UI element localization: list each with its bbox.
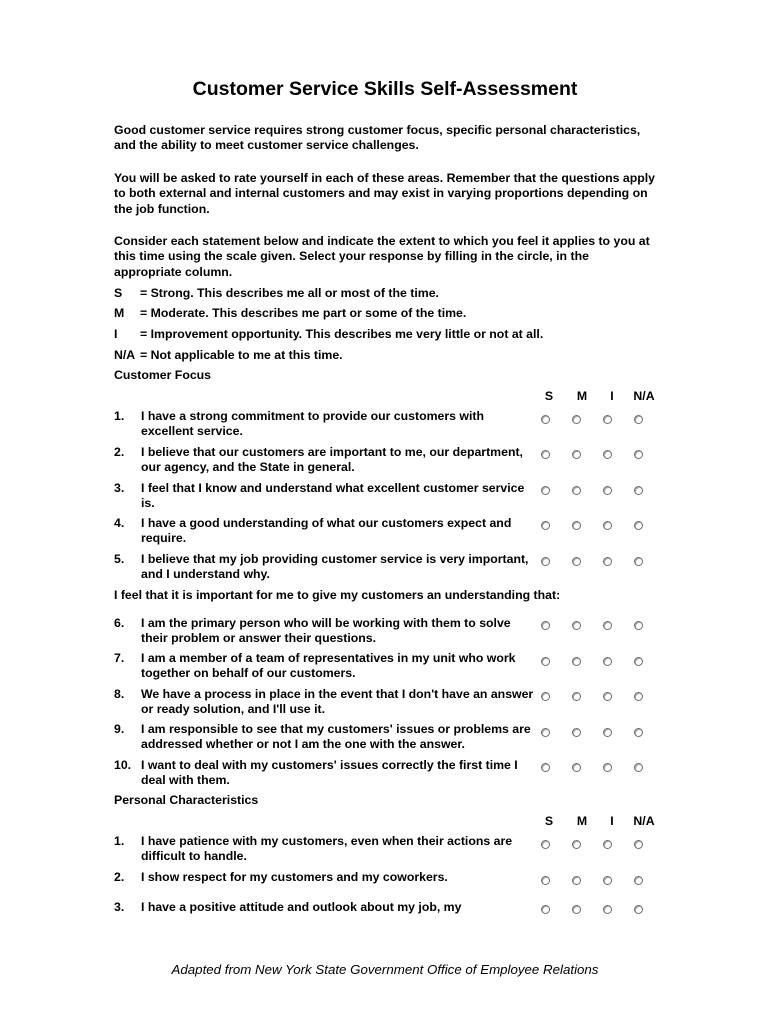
radio-i[interactable] [603, 486, 612, 495]
section-heading-customer-focus: Customer Focus [114, 368, 212, 382]
radio-s[interactable] [541, 763, 550, 772]
scale-header-na: N/A [633, 389, 655, 403]
scale-header-m: M [576, 389, 588, 403]
section-heading-personal: Personal Characteristics [114, 793, 259, 807]
legend-desc: = Not applicable to me at this time. [140, 348, 343, 362]
question-text: I have a strong commitment to provide our customers with excellent service. [141, 409, 485, 439]
radio-m[interactable] [572, 692, 581, 701]
question-text: We have a process in place in the event that I don't have an answer or ready solution, and I'll use it. [141, 687, 534, 717]
radio-s[interactable] [541, 840, 550, 849]
radio-m[interactable] [572, 557, 581, 566]
question-text: I want to deal with my customers' issues correctly the first time I deal with them. [141, 758, 518, 788]
radio-na[interactable] [634, 692, 643, 701]
question-number: 2. [114, 870, 125, 884]
question-number: 3. [114, 481, 125, 495]
radio-na[interactable] [634, 728, 643, 737]
intro-paragraph-2: You will be asked to rate yourself in each of these areas. Remember that the questions apply to both external and internal customers and may exist in varying proportions depending on the job function. [114, 171, 655, 216]
radio-i[interactable] [603, 728, 612, 737]
radio-na[interactable] [634, 450, 643, 459]
radio-s[interactable] [541, 621, 550, 630]
radio-na[interactable] [634, 415, 643, 424]
question-text: I have a positive attitude and outlook about my job, my [141, 900, 462, 914]
radio-na[interactable] [634, 621, 643, 630]
radio-i[interactable] [603, 621, 612, 630]
question-text: I am a member of a team of representatives in my unit who work together on behalf of our customers. [141, 651, 516, 681]
scale-header-i: I [610, 814, 614, 828]
radio-i[interactable] [603, 763, 612, 772]
radio-na[interactable] [634, 905, 643, 914]
intro-paragraph-1: Good customer service requires strong customer focus, specific personal characteristics, and the ability to meet customer service challenges. [114, 123, 641, 153]
question-number: 8. [114, 687, 125, 701]
question-number: 7. [114, 651, 125, 665]
radio-s[interactable] [541, 692, 550, 701]
radio-i[interactable] [603, 521, 612, 530]
question-text: I am the primary person who will be working with them to solve their problem or answer their questions. [141, 616, 511, 646]
page-title: Customer Service Skills Self-Assessment [192, 78, 578, 100]
legend-desc: = Improvement opportunity. This describes me very little or not at all. [140, 327, 544, 341]
radio-s[interactable] [541, 905, 550, 914]
radio-i[interactable] [603, 905, 612, 914]
intro-paragraph-3: Consider each statement below and indicate the extent to which you feel it applies to you at this time using the scale given. Select your response by filling in the circle, in the appropriate column. [114, 234, 650, 279]
question-number: 10. [114, 758, 132, 772]
scale-header-m: M [576, 814, 588, 828]
radio-na[interactable] [634, 763, 643, 772]
legend-code: M [114, 306, 125, 320]
footer-credit: Adapted from New York State Government Office of Employee Relations [171, 962, 599, 977]
radio-i[interactable] [603, 450, 612, 459]
legend-desc: = Strong. This describes me all or most of the time. [140, 286, 439, 300]
question-text: I have a good understanding of what our customers expect and require. [141, 516, 512, 546]
radio-na[interactable] [634, 840, 643, 849]
scale-header-i: I [610, 389, 614, 403]
legend-code: N/A [114, 348, 136, 362]
legend-desc: = Moderate. This describes me part or some of the time. [140, 306, 467, 320]
scale-header-na: N/A [633, 814, 655, 828]
question-text: I show respect for my customers and my coworkers. [141, 870, 448, 884]
radio-i[interactable] [603, 692, 612, 701]
radio-s[interactable] [541, 728, 550, 737]
radio-s[interactable] [541, 415, 550, 424]
radio-s[interactable] [541, 876, 550, 885]
radio-i[interactable] [603, 557, 612, 566]
radio-m[interactable] [572, 521, 581, 530]
radio-na[interactable] [634, 486, 643, 495]
question-number: 1. [114, 834, 125, 848]
question-text: I believe that my job providing customer service is very important, and I understand why. [141, 552, 529, 582]
radio-na[interactable] [634, 557, 643, 566]
question-number: 2. [114, 445, 125, 459]
legend-code: I [114, 327, 118, 341]
radio-na[interactable] [634, 521, 643, 530]
radio-m[interactable] [572, 621, 581, 630]
subheading-understanding: I feel that it is important for me to give my customers an understanding that: [114, 588, 561, 602]
radio-m[interactable] [572, 657, 581, 666]
radio-i[interactable] [603, 840, 612, 849]
radio-i[interactable] [603, 657, 612, 666]
legend-code: S [114, 286, 123, 300]
radio-m[interactable] [572, 763, 581, 772]
radio-m[interactable] [572, 415, 581, 424]
radio-m[interactable] [572, 905, 581, 914]
scale-header-s: S [544, 814, 554, 828]
question-number: 5. [114, 552, 125, 566]
question-number: 1. [114, 409, 125, 423]
radio-s[interactable] [541, 521, 550, 530]
radio-i[interactable] [603, 876, 612, 885]
radio-m[interactable] [572, 876, 581, 885]
radio-na[interactable] [634, 657, 643, 666]
radio-na[interactable] [634, 876, 643, 885]
question-number: 9. [114, 722, 125, 736]
radio-m[interactable] [572, 450, 581, 459]
radio-m[interactable] [572, 486, 581, 495]
question-text: I feel that I know and understand what excellent customer service is. [141, 481, 525, 511]
radio-s[interactable] [541, 657, 550, 666]
question-text: I have patience with my customers, even when their actions are difficult to handle. [141, 834, 513, 864]
question-number: 4. [114, 516, 125, 530]
question-text: I believe that our customers are important to me, our department, our agency, and the State in general. [141, 445, 523, 475]
question-number: 3. [114, 900, 125, 914]
scale-header-s: S [544, 389, 554, 403]
question-number: 6. [114, 616, 125, 630]
radio-i[interactable] [603, 415, 612, 424]
radio-s[interactable] [541, 557, 550, 566]
radio-m[interactable] [572, 728, 581, 737]
question-text: I am responsible to see that my customers' issues or problems are addressed whether or not I am the one with the answer. [141, 722, 531, 752]
radio-s[interactable] [541, 486, 550, 495]
radio-m[interactable] [572, 840, 581, 849]
radio-s[interactable] [541, 450, 550, 459]
